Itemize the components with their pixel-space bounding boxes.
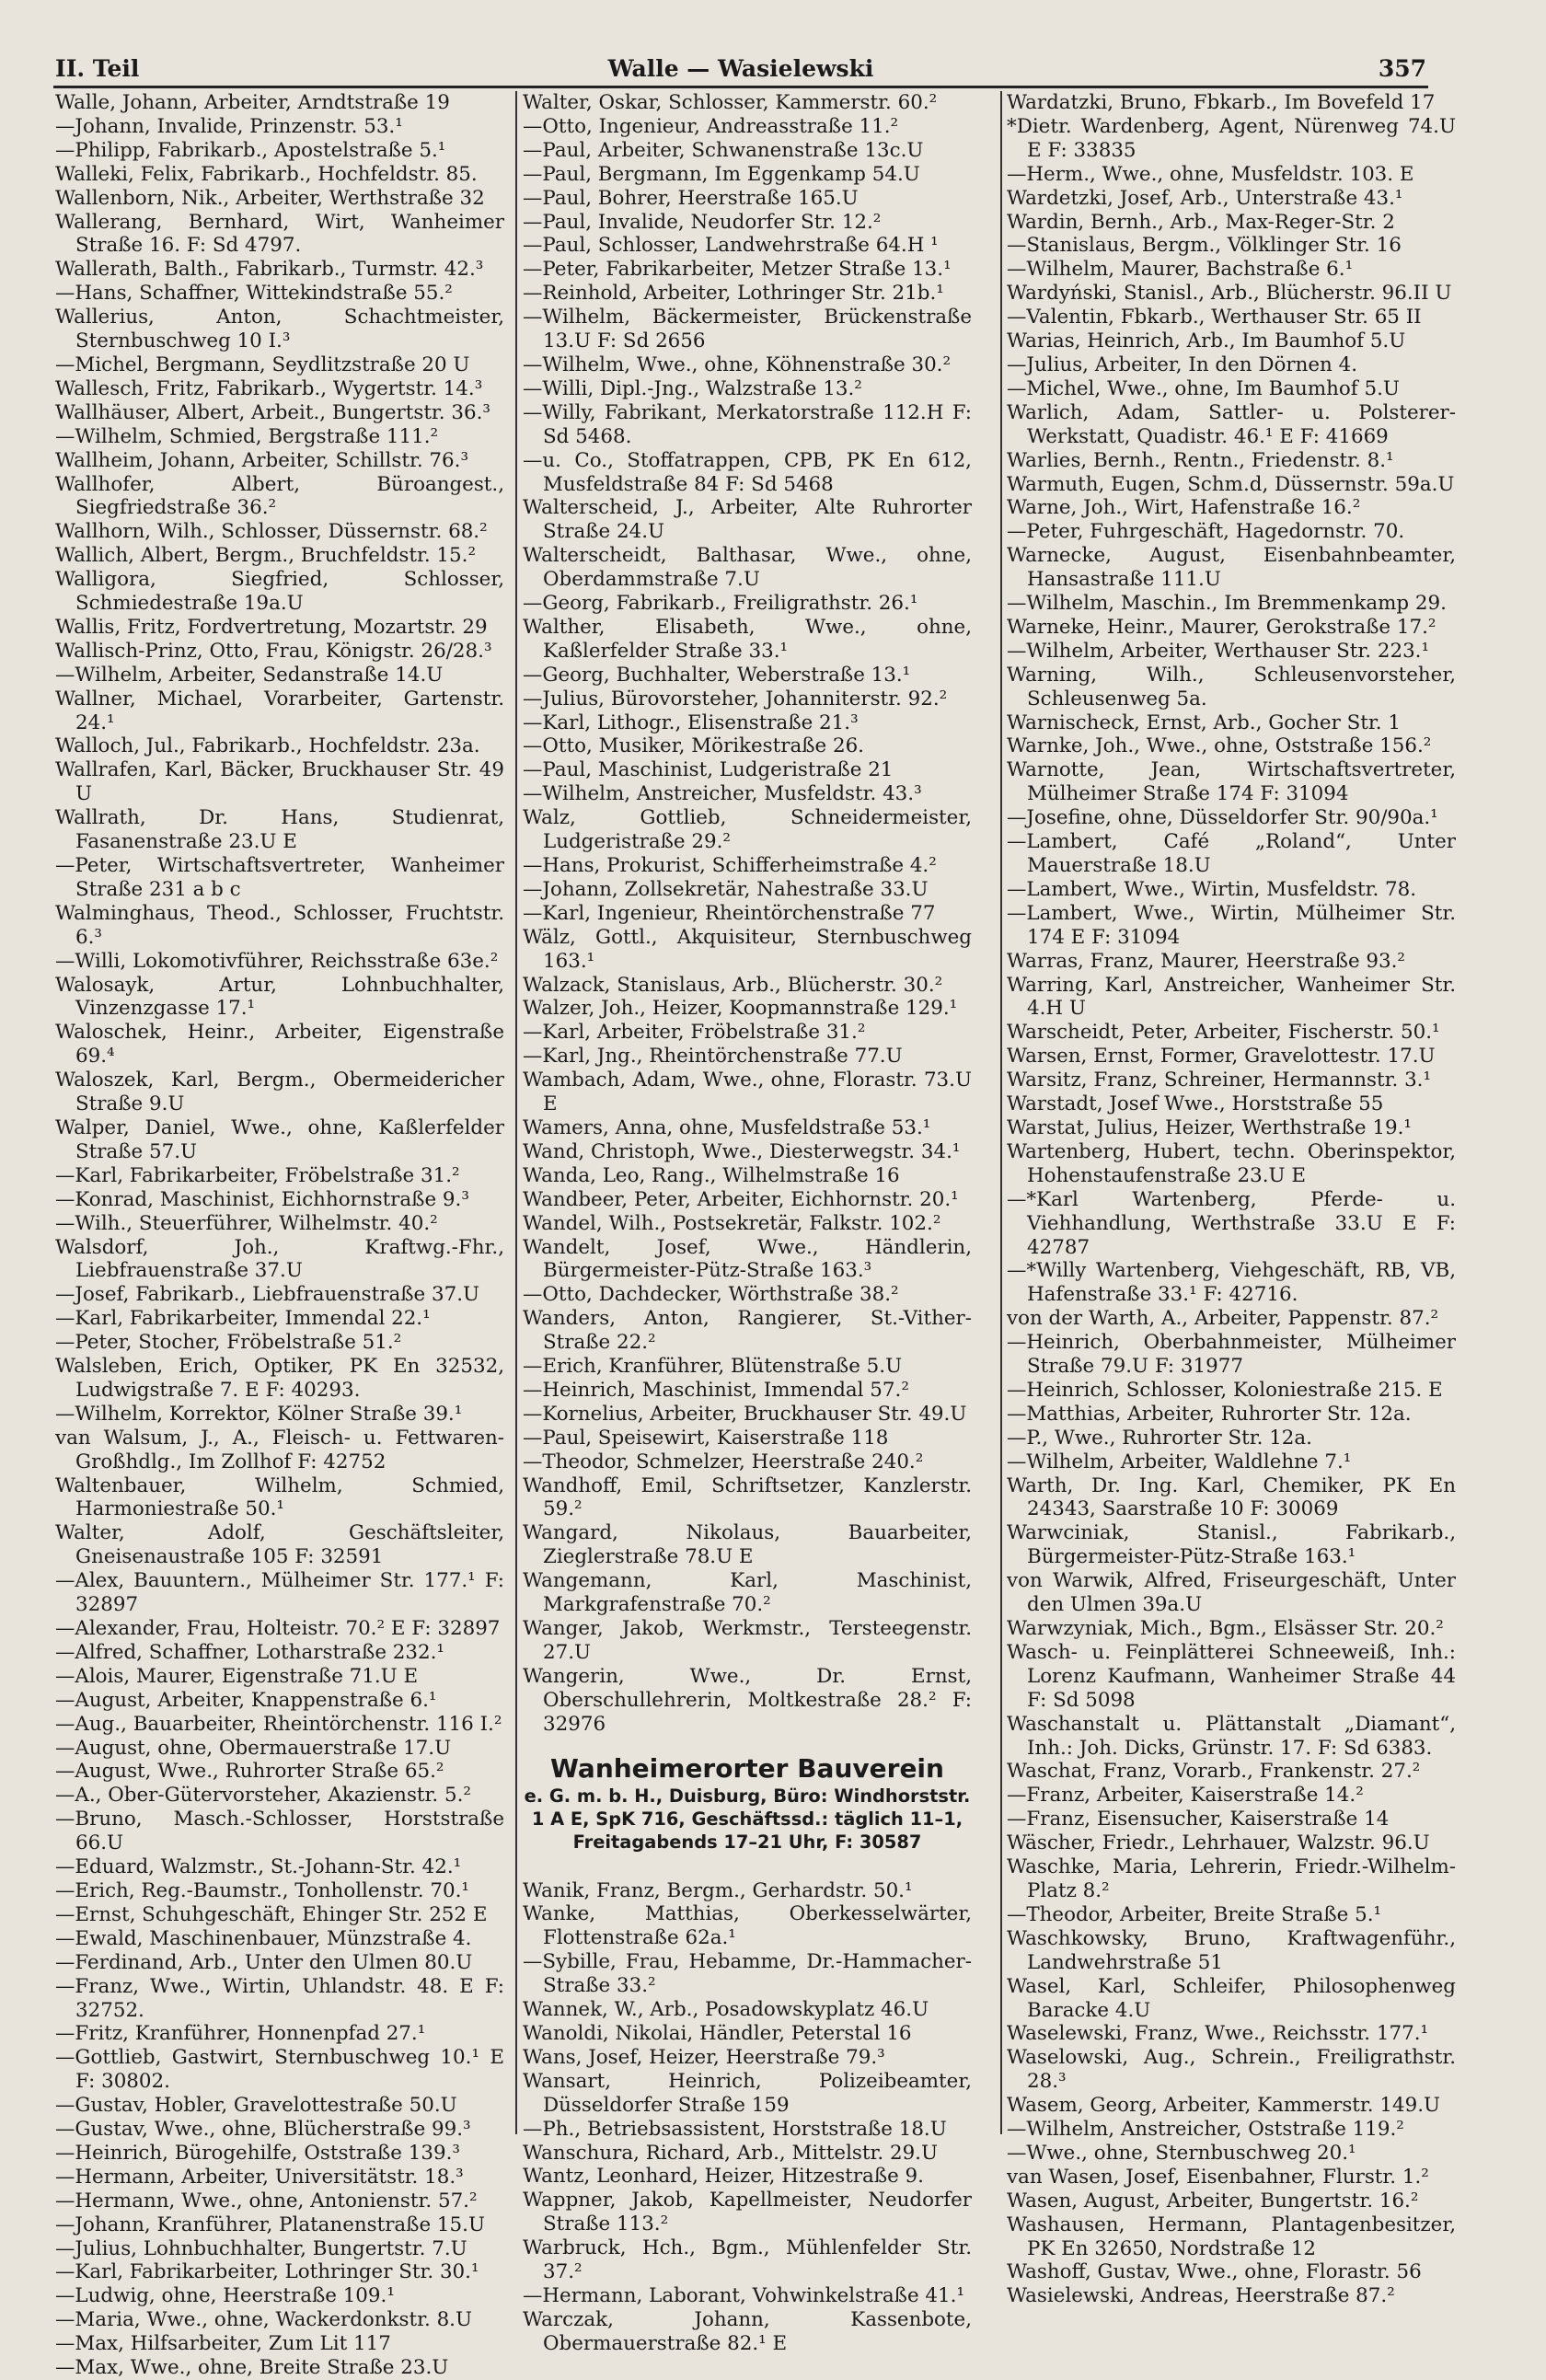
directory-entry: Wallich, Albert, Bergm., Bruchfeldstr. 15.²: [55, 544, 477, 568]
directory-entry: —Philipp, Fabrikarb., Apostelstraße 5.¹: [55, 138, 446, 162]
directory-entry: Wallhofer, Albert, Büroangest., Siegfriedstraße 36.²: [55, 472, 504, 520]
directory-entry: —Stanislaus, Bergm., Völklinger Str. 16: [1007, 234, 1402, 258]
column-divider: [515, 91, 517, 2134]
directory-entry: —Lambert, Café „Roland“, Unter Mauerstraße 18.U: [1007, 830, 1456, 877]
directory-entry: —Paul, Bohrer, Heerstraße 165.U: [523, 186, 859, 210]
directory-entry: —Ernst, Schuhgeschäft, Ehinger Str. 252 E: [55, 1902, 488, 1926]
column-3: [1007, 91, 1456, 2308]
directory-entry: Wantz, Leonhard, Heizer, Hitzestraße 9.: [523, 2165, 924, 2189]
directory-entry: Wanders, Anton, Rangierer, St.-Vither-Straße 22.²: [523, 1307, 972, 1355]
directory-entry: Waselowski, Aug., Schrein., Freiligrathstr. 28.³: [1007, 2046, 1456, 2094]
directory-entry: —Theodor, Arbeiter, Breite Straße 5.¹: [1007, 1902, 1382, 1926]
directory-entry: —Hermann, Wwe., ohne, Antonienstr. 57.²: [55, 2189, 478, 2212]
directory-entry: Wanik, Franz, Bergm., Gerhardstr. 50.¹: [523, 1878, 913, 1902]
directory-entry: Wallrath, Dr. Hans, Studienrat, Fasanenstraße 23.U E: [55, 806, 504, 854]
directory-entry: —Peter, Fabrikarbeiter, Metzer Straße 13.¹: [523, 258, 952, 282]
directory-entry: —Willy, Fabrikant, Merkatorstraße 112.H F: Sd 5468.: [523, 400, 972, 448]
directory-entry: —Franz, Wwe., Wirtin, Uhlandstr. 48. E F: 32752.: [55, 1974, 504, 2022]
directory-entry: Waloschek, Heinr., Arbeiter, Eigenstraße 69.⁴: [55, 1021, 504, 1069]
directory-entry: Wanke, Matthias, Oberkesselwärter, Flottenstraße 62a.¹: [523, 1902, 972, 1950]
directory-entry: Wanda, Leo, Rang., Wilhelmstraße 16: [523, 1163, 900, 1187]
directory-entry: —Paul, Schlosser, Landwehrstraße 64.H ¹: [523, 234, 939, 258]
directory-entry: —Otto, Dachdecker, Wörthstraße 38.²: [523, 1283, 899, 1307]
directory-entry: Wandel, Wilh., Postsekretär, Falkstr. 102.²: [523, 1211, 941, 1235]
directory-entry: Wardatzki, Bruno, Fbkarb., Im Bovefeld 17: [1007, 91, 1436, 114]
directory-entry: —Sybille, Frau, Hebamme, Dr.-Hammacher-Straße 33.²: [523, 1950, 972, 1998]
directory-entry: Waloszek, Karl, Bergm., Obermeidericher Straße 9.U: [55, 1069, 504, 1116]
directory-entry: —*Karl Wartenberg, Pferde- u. Viehhandlung, Werthstraße 33.U E F: 42787: [1007, 1187, 1456, 1259]
directory-entry: —Josefine, ohne, Düsseldorfer Str. 90/90a.¹: [1007, 806, 1438, 830]
directory-entry: —Karl, Fabrikarbeiter, Lothringer Str. 30.¹: [55, 2260, 479, 2284]
directory-entry: Wallenborn, Nik., Arbeiter, Werthstraße 32: [55, 186, 485, 210]
directory-entry: —Reinhold, Arbeiter, Lothringer Str. 21b.¹: [523, 282, 944, 306]
directory-entry: Wasielewski, Andreas, Heerstraße 87.²: [1007, 2284, 1395, 2308]
directory-entry: —Karl, Lithogr., Elisenstraße 21.³: [523, 711, 859, 734]
directory-entry: —u. Co., Stoffatrappen, CPB, PK En 612, Musfeldstraße 84 F: Sd 5468: [523, 448, 972, 496]
directory-entry: —Johann, Kranführer, Platanenstraße 15.U: [55, 2212, 485, 2236]
directory-entry: —August, Wwe., Ruhrorter Straße 65.²: [55, 1760, 444, 1784]
directory-entry: —Alfred, Schaffner, Lotharstraße 232.¹: [55, 1640, 444, 1664]
directory-entry: Wälz, Gottl., Akquisiteur, Sternbuschweg 163.¹: [523, 925, 972, 973]
directory-entry: —Max, Hilfsarbeiter, Zum Lit 117: [55, 2332, 391, 2356]
directory-entry: Warwciniak, Stanisl., Fabrikarb., Bürgermeister-Pütz-Straße 163.¹: [1007, 1521, 1456, 1569]
directory-entry: —Julius, Bürovorsteher, Johanniterstr. 92.²: [523, 687, 948, 711]
section-label: II. Teil: [55, 55, 140, 82]
directory-entry: Wanoldi, Nikolai, Händler, Peterstal 16: [523, 2021, 912, 2045]
directory-entry: Wambach, Adam, Wwe., ohne, Florastr. 73.U E: [523, 1069, 972, 1116]
directory-entry: Wäscher, Friedr., Lehrhauer, Walzstr. 96.U: [1007, 1831, 1430, 1855]
directory-entry: Waschkowsky, Bruno, Kraftwagenführ., Landwehrstraße 51: [1007, 1926, 1456, 1974]
directory-entry: Wallheim, Johann, Arbeiter, Schillstr. 76.³: [55, 448, 469, 472]
directory-entry: Wandelt, Josef, Wwe., Händlerin, Bürgermeister-Pütz-Straße 163.³: [523, 1235, 972, 1283]
directory-entry: Wangemann, Karl, Maschinist, Markgrafenstraße 70.²: [523, 1569, 972, 1617]
column-2: [523, 91, 972, 2355]
directory-entry: Wamers, Anna, ohne, Musfeldstraße 53.¹: [523, 1115, 931, 1139]
directory-entry: Wardyński, Stanisl., Arb., Blücherstr. 96.II U: [1007, 282, 1452, 306]
column-1: [55, 91, 504, 2380]
directory-entry: —Wilhelm, Schmied, Bergstraße 111.²: [55, 424, 439, 448]
directory-entry: Warlich, Adam, Sattler- u. Polsterer-Werkstatt, Quadistr. 46.¹ E F: 41669: [1007, 400, 1456, 448]
directory-entry: Waschat, Franz, Vorarb., Frankenstr. 27.²: [1007, 1760, 1421, 1784]
directory-entry: —Willi, Lokomotivführer, Reichsstraße 63e.²: [55, 949, 499, 973]
directory-entry: von Warwik, Alfred, Friseurgeschäft, Unter den Ulmen 39a.U: [1007, 1569, 1456, 1617]
directory-entry: Warning, Wilh., Schleusenvorsteher, Schleusenweg 5a.: [1007, 663, 1456, 711]
column-2-entries: [523, 91, 972, 1737]
directory-entry: Wans, Josef, Heizer, Heerstraße 79.³: [523, 2045, 885, 2069]
directory-entry: —P., Wwe., Ruhrorter Str. 12a.: [1007, 1426, 1312, 1450]
directory-entry: Wallhäuser, Albert, Arbeit., Bungertstr. 36.³: [55, 400, 490, 424]
directory-entry: Warnischeck, Ernst, Arb., Gocher Str. 1: [1007, 711, 1401, 734]
directory-entry: —Wilhelm, Arbeiter, Waldlehne 7.¹: [1007, 1450, 1352, 1473]
directory-entry: Warstat, Julius, Heizer, Werthstraße 19.¹: [1007, 1115, 1412, 1139]
page-header: [55, 55, 1426, 87]
directory-entry: von der Warth, A., Arbeiter, Pappenstr. 87.²: [1007, 1307, 1439, 1331]
directory-entry: —Alex, Bauuntern., Mülheimer Str. 177.¹ F: 32897: [55, 1569, 504, 1617]
directory-entry: Walper, Daniel, Wwe., ohne, Kaßlerfelder Straße 57.U: [55, 1115, 504, 1163]
directory-entry: —Max, Wwe., ohne, Breite Straße 23.U: [55, 2356, 449, 2380]
directory-entry: Warlies, Bernh., Rentn., Friedenstr. 8.¹: [1007, 448, 1394, 472]
directory-entry: Warneke, Heinr., Maurer, Gerokstraße 17.²: [1007, 615, 1436, 639]
directory-entry: —Hermann, Arbeiter, Universitätstr. 18.³: [55, 2165, 464, 2189]
directory-entry: Wannek, W., Arb., Posadowskyplatz 46.U: [523, 1998, 929, 2022]
directory-entry: —Eduard, Walzmstr., St.-Johann-Str. 42.¹: [55, 1855, 462, 1879]
directory-entry: —Fritz, Kranführer, Honnenpfad 27.¹: [55, 2022, 426, 2046]
directory-entry: Warsitz, Franz, Schreiner, Hermannstr. 3.¹: [1007, 1069, 1432, 1092]
directory-entry: Walsleben, Erich, Optiker, PK En 32532, Ludwigstraße 7. E F: 40293.: [55, 1355, 504, 1402]
directory-entry: —Peter, Stocher, Fröbelstraße 51.²: [55, 1331, 402, 1355]
directory-entry: —Alois, Maurer, Eigenstraße 71.U E: [55, 1664, 419, 1688]
directory-entry: —Peter, Wirtschaftsvertreter, Wanheimer Straße 231 a b c: [55, 854, 504, 901]
directory-entry: —*Willy Wartenberg, Viehgeschäft, RB, VB, Hafenstraße 33.¹ F: 42716.: [1007, 1259, 1456, 1307]
directory-entry: —Johann, Invalide, Prinzenstr. 53.¹: [55, 114, 403, 138]
directory-entry: Warnotte, Jean, Wirtschaftsvertreter, Mülheimer Straße 174 F: 31094: [1007, 758, 1456, 806]
directory-entry: Walther, Elisabeth, Wwe., ohne, Kaßlerfelder Straße 33.¹: [523, 615, 972, 663]
directory-entry: Washoff, Gustav, Wwe., ohne, Florastr. 56: [1007, 2260, 1422, 2284]
directory-entry: —Wwe., ohne, Sternbuschweg 20.¹: [1007, 2141, 1356, 2165]
directory-entry: —Paul, Maschinist, Ludgeristraße 21: [523, 758, 894, 782]
directory-entry: Warias, Heinrich, Arb., Im Baumhof 5.U: [1007, 329, 1406, 353]
directory-entry: —Maria, Wwe., ohne, Wackerdonkstr. 8.U: [55, 2308, 473, 2332]
directory-entry: Wappner, Jakob, Kapellmeister, Neudorfer Straße 113.²: [523, 2189, 972, 2236]
directory-entry: —Julius, Lohnbuchhalter, Bungertstr. 7.U: [55, 2236, 467, 2260]
directory-entry: —Gustav, Hobler, Gravelottestraße 50.U: [55, 2094, 457, 2118]
directory-entry: —Heinrich, Schlosser, Koloniestraße 215. E: [1007, 1378, 1443, 1402]
directory-entry: —Karl, Arbeiter, Fröbelstraße 31.²: [523, 1021, 866, 1045]
directory-entry: —Wilhelm, Arbeiter, Werthauser Str. 223.¹: [1007, 639, 1430, 663]
directory-entry: —Wilhelm, Korrektor, Kölner Straße 39.¹: [55, 1402, 463, 1426]
directory-entry: —August, Arbeiter, Knappenstraße 6.¹: [55, 1688, 437, 1712]
directory-entry: —Heinrich, Oberbahnmeister, Mülheimer Straße 79.U F: 31977: [1007, 1331, 1456, 1379]
directory-entry: —Karl, Fabrikarbeiter, Fröbelstraße 31.²: [55, 1163, 460, 1187]
directory-entry: —Ferdinand, Arb., Unter den Ulmen 80.U: [55, 1950, 473, 1974]
directory-entry: —Erich, Reg.-Baumstr., Tonhollenstr. 70.¹: [55, 1878, 469, 1902]
directory-entry: —Franz, Arbeiter, Kaiserstraße 14.²: [1007, 1784, 1364, 1808]
directory-entry: Walminghaus, Theod., Schlosser, Fruchtstr. 6.³: [55, 901, 504, 949]
directory-entry: —Franz, Eisensucher, Kaiserstraße 14: [1007, 1808, 1390, 1831]
directory-entry: —Wilhelm, Wwe., ohne, Köhnenstraße 30.²: [523, 352, 952, 376]
directory-entry: —Wilh., Steuerführer, Wilhelmstr. 40.²: [55, 1211, 438, 1235]
directory-entry: Waschanstalt u. Plättanstalt „Diamant“, Inh.: Joh. Dicks, Grünstr. 17. F: Sd 6383.: [1007, 1712, 1456, 1760]
directory-entry: —Wilhelm, Arbeiter, Sedanstraße 14.U: [55, 663, 444, 687]
directory-entry: Walterscheidt, Balthasar, Wwe., ohne, Oberdammstraße 7.U: [523, 544, 972, 592]
directory-entry: —Matthias, Arbeiter, Ruhrorter Str. 12a.: [1007, 1402, 1412, 1426]
directory-entry: Warne, Joh., Wirt, Hafenstraße 16.²: [1007, 496, 1361, 520]
directory-entry: —Willi, Dipl.-Jng., Walzstraße 13.²: [523, 376, 862, 400]
directory-entry: —Georg, Buchhalter, Weberstraße 13.¹: [523, 663, 911, 687]
directory-entry: Warnecke, August, Eisenbahnbeamter, Hansastraße 111.U: [1007, 544, 1456, 592]
directory-entry: Walle, Johann, Arbeiter, Arndtstraße 19: [55, 91, 450, 114]
directory-entry: Warscheidt, Peter, Arbeiter, Fischerstr. 50.¹: [1007, 1021, 1440, 1045]
directory-entry: —Paul, Bergmann, Im Eggenkamp 54.U: [523, 162, 920, 186]
directory-entry: Walloch, Jul., Fabrikarb., Hochfeldstr. 23a.: [55, 734, 480, 758]
directory-entry: Wardetzki, Josef, Arb., Unterstraße 43.¹: [1007, 186, 1403, 210]
directory-entry: —Erich, Kranführer, Blütenstraße 5.U: [523, 1355, 903, 1379]
directory-entry: —Lambert, Wwe., Wirtin, Musfeldstr. 78.: [1007, 877, 1417, 901]
directory-entry: Walsdorf, Joh., Kraftwg.-Fhr., Liebfrauenstraße 37.U: [55, 1235, 504, 1283]
directory-entry: —Bruno, Masch.-Schlosser, Horststraße 66.U: [55, 1808, 504, 1855]
directory-entry: Walleki, Felix, Fabrikarb., Hochfeldstr. 85.: [55, 162, 478, 186]
directory-entry: —Wilhelm, Anstreicher, Musfeldstr. 43.³: [523, 782, 922, 806]
directory-entry: —Gustav, Wwe., ohne, Blücherstraße 99.³: [55, 2118, 471, 2142]
directory-entry: —Wilhelm, Bäckermeister, Brückenstraße 13.U F: Sd 2656: [523, 306, 972, 353]
directory-entry: Washausen, Hermann, Plantagenbesitzer, PK En 32650, Nordstraße 12: [1007, 2212, 1456, 2260]
directory-entry: —Heinrich, Bürogehilfe, Oststraße 139.³: [55, 2141, 460, 2165]
directory-entry: Wallhorn, Wilh., Schlosser, Düssernstr. 68.²: [55, 520, 488, 544]
directory-entry: —Aug., Bauarbeiter, Rheintörchenstr. 116 I.²: [55, 1712, 502, 1736]
directory-entry: —Otto, Ingenieur, Andreasstraße 11.²: [523, 114, 899, 138]
directory-entry: Walz, Gottlieb, Schneidermeister, Ludgeristraße 29.²: [523, 806, 972, 854]
directory-entry: —Konrad, Maschinist, Eichhornstraße 9.³: [55, 1187, 469, 1211]
directory-entry: —Herm., Wwe., ohne, Musfeldstr. 103. E: [1007, 162, 1414, 186]
directory-entry: —Valentin, Fbkarb., Werthauser Str. 65 II: [1007, 306, 1422, 329]
directory-entry: Wandbeer, Peter, Arbeiter, Eichhornstr. 20.¹: [523, 1187, 959, 1211]
directory-entry: Wasem, Georg, Arbeiter, Kammerstr. 149.U: [1007, 2094, 1441, 2118]
directory-entry: Warmuth, Eugen, Schm.d, Düssernstr. 59a.U: [1007, 472, 1455, 496]
page-number: 357: [1378, 55, 1426, 82]
directory-entry: —Heinrich, Maschinist, Immendal 57.²: [523, 1378, 909, 1402]
directory-entry: Wallesch, Fritz, Fabrikarb., Wygertstr. 14.³: [55, 376, 483, 400]
directory-entry: Warwzyniak, Mich., Bgm., Elsässer Str. 20.²: [1007, 1617, 1444, 1640]
directory-entry: Walligora, Siegfried, Schlosser, Schmiedestraße 19a.U: [55, 568, 504, 616]
directory-entry: —Ewald, Maschinenbauer, Münzstraße 4.: [55, 1926, 472, 1950]
directory-entry: Wallerang, Bernhard, Wirt, Wanheimer Straße 16. F: Sd 4797.: [55, 210, 504, 258]
header-rule: [53, 86, 1428, 88]
directory-entry: —Johann, Zollsekretär, Nahestraße 33.U: [523, 877, 929, 901]
directory-entry: Wallis, Fritz, Fordvertretung, Mozartstr. 29: [55, 615, 488, 639]
directory-entry: —Hans, Schaffner, Wittekindstraße 55.²: [55, 282, 453, 306]
directory-entry: Wand, Christoph, Wwe., Diesterwegstr. 34.¹: [523, 1139, 961, 1163]
column-divider: [1000, 91, 1002, 2134]
directory-entry: van Walsum, J., A., Fleisch- u. Fettwaren-Großhdlg., Im Zollhof F: 42752: [55, 1426, 504, 1473]
directory-entry: Wasch- u. Feinplätterei Schneeweiß, Inh.: Lorenz Kaufmann, Wanheimer Straße 44 F: Sd 5098: [1007, 1640, 1456, 1712]
directory-entry: —Hans, Prokurist, Schifferheimstraße 4.²: [523, 854, 937, 877]
directory-entry: Wallner, Michael, Vorarbeiter, Gartenstr. 24.¹: [55, 687, 504, 734]
directory-entry: Warnke, Joh., Wwe., ohne, Oststraße 156.²: [1007, 734, 1432, 758]
directory-entry: Warth, Dr. Ing. Karl, Chemiker, PK En 24343, Saarstraße 10 F: 30069: [1007, 1473, 1456, 1521]
directory-entry: —A., Ober-Gütervorsteher, Akazienstr. 5.²: [55, 1784, 471, 1808]
directory-entry: Waltenbauer, Wilhelm, Schmied, Harmoniestraße 50.¹: [55, 1473, 504, 1521]
directory-entry: —Kornelius, Arbeiter, Bruckhauser Str. 49.U: [523, 1402, 967, 1426]
directory-entry: *Dietr. Wardenberg, Agent, Nürenweg 74.U E F: 33835: [1007, 114, 1456, 162]
directory-entry: —Peter, Fuhrgeschäft, Hagedornstr. 70.: [1007, 520, 1405, 544]
directory-entry: Waschke, Maria, Lehrerin, Friedr.-Wilhelm-Platz 8.²: [1007, 1855, 1456, 1902]
column-2-after-ad: [523, 1879, 972, 2356]
directory-entry: Warbruck, Hch., Bgm., Mühlenfelder Str. 37.²: [523, 2236, 972, 2284]
directory-entry: Wallerath, Balth., Fabrikarb., Turmstr. 42.³: [55, 258, 484, 282]
directory-entry: Wartenberg, Hubert, techn. Oberinspektor, Hohenstaufenstraße 23.U E: [1007, 1139, 1456, 1187]
directory-entry: Walter, Adolf, Geschäftsleiter, Gneisenaustraße 105 F: 32591: [55, 1521, 504, 1569]
directory-entry: —Josef, Fabrikarb., Liebfrauenstraße 37.U: [55, 1283, 480, 1307]
directory-entry: —Theodor, Schmelzer, Heerstraße 240.²: [523, 1450, 924, 1473]
directory-entry: —Hermann, Laborant, Vohwinkelstraße 41.¹: [523, 2283, 965, 2307]
directory-entry: —Karl, Jng., Rheintörchenstraße 77.U: [523, 1045, 903, 1069]
directory-entry: —Michel, Bergmann, Seydlitzstraße 20 U: [55, 352, 470, 376]
directory-entry: Walter, Oskar, Schlosser, Kammerstr. 60.²: [523, 91, 938, 114]
directory-entry: Wallisch-Prinz, Otto, Frau, Königstr. 26/28.³: [55, 639, 492, 663]
directory-entry: Walzack, Stanislaus, Arb., Blücherstr. 30.²: [523, 973, 943, 997]
directory-entry: Wallerius, Anton, Schachtmeister, Sternbuschweg 10 I.³: [55, 306, 504, 353]
directory-entry: —August, ohne, Obermauerstraße 17.U: [55, 1736, 452, 1760]
directory-entry: Walterscheid, J., Arbeiter, Alte Ruhrorter Straße 24.U: [523, 496, 972, 544]
directory-entry: —Wilhelm, Maschin., Im Bremmenkamp 29.: [1007, 592, 1447, 616]
directory-entry: Wansart, Heinrich, Polizeibeamter, Düsseldorfer Straße 159: [523, 2069, 972, 2117]
directory-entry: —Karl, Fabrikarbeiter, Immendal 22.¹: [55, 1307, 431, 1331]
directory-entry: Wangard, Nikolaus, Bauarbeiter, Zieglerstraße 78.U E: [523, 1521, 972, 1569]
directory-entry: —Karl, Ingenieur, Rheintörchenstraße 77: [523, 901, 936, 925]
directory-entry: —Lambert, Wwe., Wirtin, Mülheimer Str. 174 E F: 31094: [1007, 901, 1456, 949]
directory-entry: Wallrafen, Karl, Bäcker, Bruckhauser Str. 49 U: [55, 758, 504, 806]
directory-entry: Waselewski, Franz, Wwe., Reichsstr. 177.¹: [1007, 2022, 1429, 2046]
directory-entry: —Paul, Speisewirt, Kaiserstraße 118: [523, 1426, 889, 1450]
directory-entry: —Alexander, Frau, Holteistr. 70.² E F: 32897: [55, 1617, 501, 1640]
directory-entry: Wandhoff, Emil, Schriftsetzer, Kanzlerstr. 59.²: [523, 1473, 972, 1521]
directory-entry: —Paul, Invalide, Neudorfer Str. 12.²: [523, 210, 882, 234]
directory-entry: —Otto, Musiker, Mörikestraße 26.: [523, 734, 864, 758]
directory-entry: Warring, Karl, Anstreicher, Wanheimer Str. 4.H U: [1007, 973, 1456, 1021]
directory-entry: Wasel, Karl, Schleifer, Philosophenweg Baracke 4.U: [1007, 1974, 1456, 2022]
directory-entry: Wanschura, Richard, Arb., Mittelstr. 29.U: [523, 2141, 939, 2165]
ad-text: e. G. m. b. H., Duisburg, Büro: Windhorststr. 1 A E, SpK 716, Geschäftssd.: täglich 11–1, Freitagabends 17–21 Uhr, F: 30587: [524, 1785, 971, 1853]
running-title: Walle — Wasielewski: [607, 55, 874, 82]
directory-entry: —Wilhelm, Anstreicher, Oststraße 119.²: [1007, 2118, 1404, 2142]
directory-entry: Warczak, Johann, Kassenbote, Obermauerstraße 82.¹ E: [523, 2307, 972, 2355]
directory-entry: —Ludwig, ohne, Heerstraße 109.¹: [55, 2284, 395, 2308]
directory-entry: van Wasen, Josef, Eisenbahner, Flurstr. 1.²: [1007, 2165, 1429, 2189]
directory-entry: Warstadt, Josef Wwe., Horststraße 55: [1007, 1092, 1384, 1116]
directory-entry: —Julius, Arbeiter, In den Dörnen 4.: [1007, 352, 1357, 376]
directory-entry: —Gottlieb, Gastwirt, Sternbuschweg 10.¹ E F: 30802.: [55, 2046, 504, 2094]
directory-entry: —Wilhelm, Maurer, Bachstraße 6.¹: [1007, 258, 1354, 282]
directory-entry: —Georg, Fabrikarb., Freiligrathstr. 26.¹: [523, 592, 918, 616]
directory-entry: Wasen, August, Arbeiter, Bungertstr. 16.²: [1007, 2189, 1419, 2212]
directory-entry: —Michel, Wwe., ohne, Im Baumhof 5.U: [1007, 376, 1400, 400]
ad-title: Wanheimerorter Bauverein: [550, 1752, 944, 1784]
directory-entry: —Ph., Betriebsassistent, Horststraße 18.U: [523, 2117, 947, 2141]
directory-entry: Walzer, Joh., Heizer, Koopmannstraße 129.¹: [523, 997, 958, 1021]
directory-entry: —Paul, Arbeiter, Schwanenstraße 13c.U: [523, 138, 924, 162]
directory-entry: Warsen, Ernst, Former, Gravelottestr. 17.U: [1007, 1045, 1436, 1069]
directory-entry: Walosayk, Artur, Lohnbuchhalter, Vinzenzgasse 17.¹: [55, 973, 504, 1021]
directory-entry: Warras, Franz, Maurer, Heerstraße 93.²: [1007, 949, 1406, 973]
directory-entry: Wangerin, Wwe., Dr. Ernst, Oberschullehrerin, Moltkestraße 28.² F: 32976: [523, 1664, 972, 1736]
directory-entry: Wanger, Jakob, Werkmstr., Tersteegenstr. 27.U: [523, 1617, 972, 1664]
directory-entry: Wardin, Bernh., Arb., Max-Reger-Str. 2: [1007, 210, 1395, 234]
